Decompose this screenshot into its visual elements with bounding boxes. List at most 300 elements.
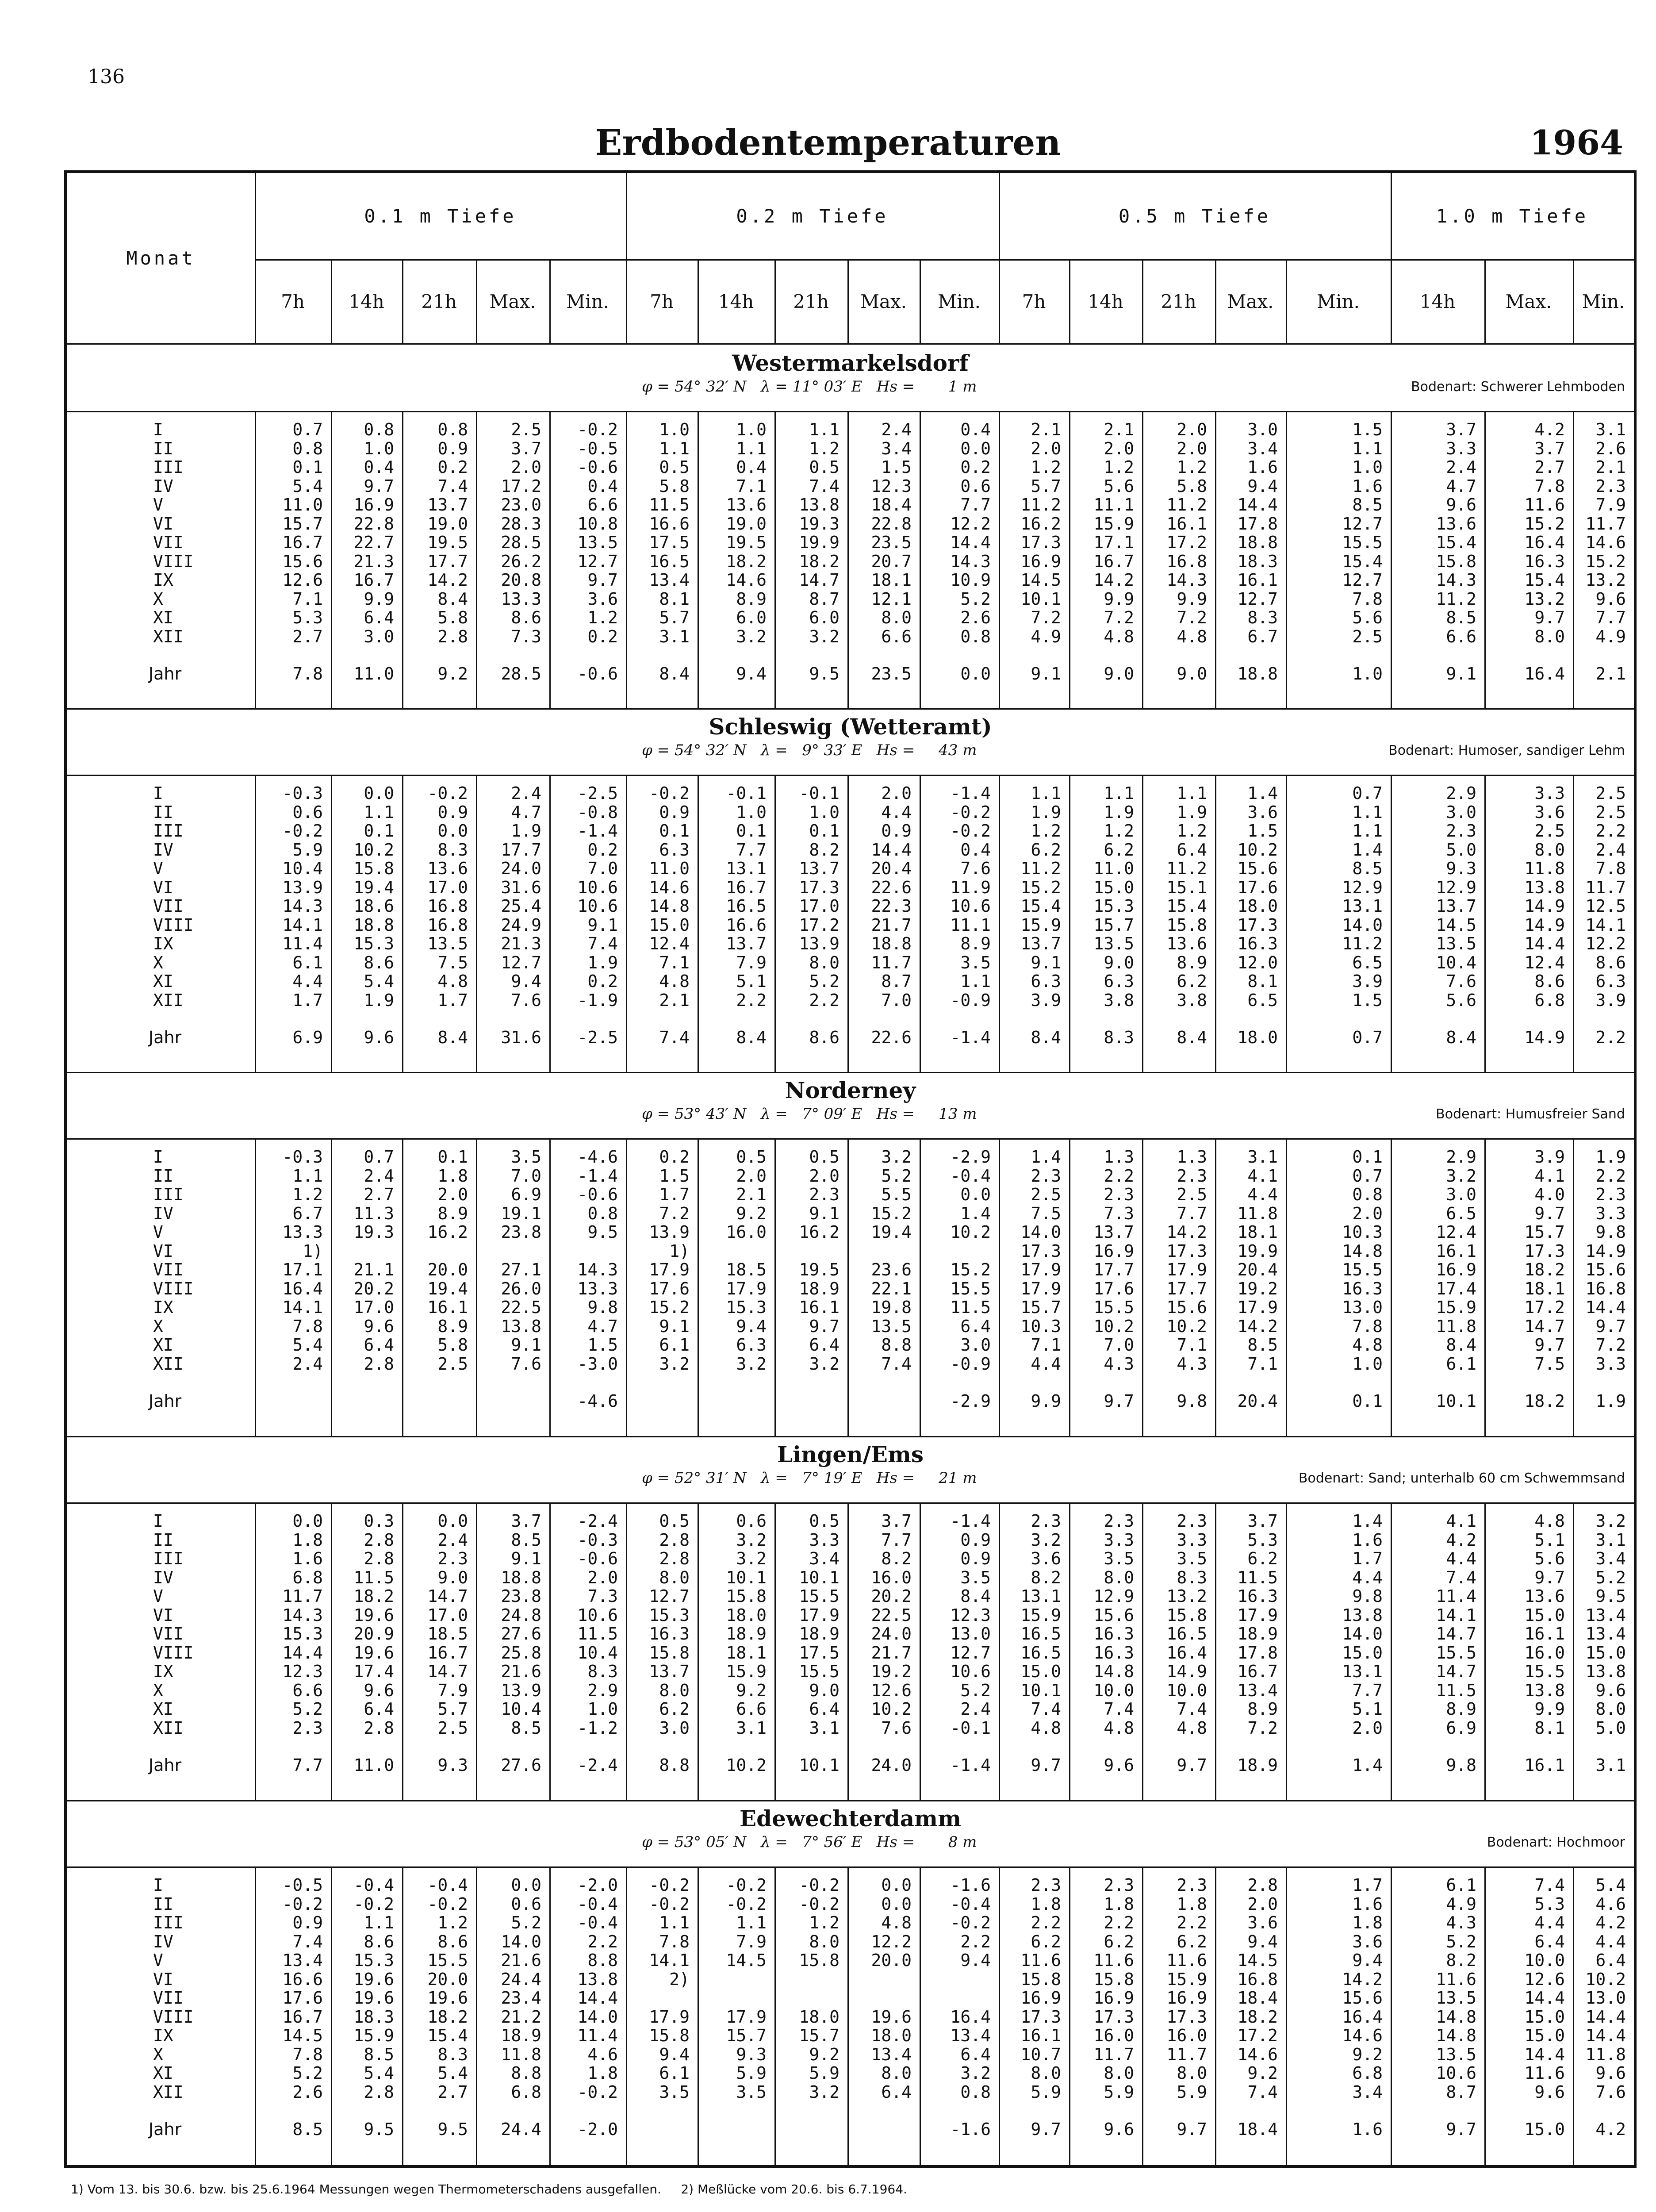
table-row: [67, 420, 1634, 439]
table-cell: 14.1: [1436, 1605, 1476, 1625]
year-cell: 9.7: [1446, 2120, 1476, 2139]
table-cell: 13.8: [799, 495, 840, 515]
table-cell: 0.0: [292, 1511, 323, 1531]
table-row: [67, 1699, 1634, 1719]
year-cell: 18.9: [1237, 1755, 1278, 1775]
year-cell: 8.3: [1104, 1028, 1134, 1047]
table-cell: 10.6: [950, 896, 991, 916]
table-cell: 14.2: [1342, 1969, 1383, 1989]
year-cell: -1.4: [950, 1028, 991, 1047]
table-cell: 7.2: [1031, 608, 1061, 627]
table-cell: 15.0: [1342, 1643, 1383, 1663]
table-cell: -0.2: [799, 1894, 840, 1914]
table-cell: 9.3: [1446, 859, 1476, 878]
table-cell: 3.2: [1446, 1166, 1476, 1186]
table-cell: 16.3: [1093, 1624, 1134, 1644]
table-cell: 9.4: [960, 1951, 991, 1970]
month-label: IV: [153, 1932, 173, 1951]
table-cell: 13.0: [1585, 1988, 1626, 2008]
table-cell: 19.6: [427, 1988, 468, 2008]
table-cell: 4.4: [1031, 1354, 1061, 1374]
table-cell: 5.2: [292, 2063, 323, 2083]
table-cell: 11.7: [1166, 2044, 1207, 2064]
monat-header: Monat: [126, 247, 196, 269]
table-cell: 9.9: [364, 589, 394, 609]
table-cell: 2.4: [437, 1530, 468, 1550]
year-cell: 1.4: [1352, 1755, 1383, 1775]
table-cell: 8.5: [1352, 495, 1383, 515]
table-cell: 1.8: [1031, 1894, 1061, 1914]
year-cell: 9.1: [1031, 664, 1061, 684]
table-cell: 6.4: [1595, 1951, 1626, 1970]
table-cell: 15.7: [799, 2026, 840, 2045]
table-cell: 19.0: [427, 514, 468, 534]
table-cell: 2.5: [1595, 802, 1626, 822]
table-cell: 8.4: [1446, 1335, 1476, 1355]
column-header-rule: [1286, 259, 1287, 343]
table-cell: 5.2: [1595, 1567, 1626, 1587]
table-cell: 7.3: [587, 1586, 618, 1606]
table-cell: 13.6: [1436, 514, 1476, 534]
table-cell: 7.6: [511, 1354, 541, 1374]
table-cell: 10.2: [871, 1699, 912, 1719]
table-cell: 11.7: [1585, 514, 1626, 534]
table-cell: 13.4: [1585, 1605, 1626, 1625]
table-cell: 6.1: [659, 1335, 690, 1355]
table-cell: 4.2: [1534, 420, 1565, 439]
table-row: [67, 1643, 1634, 1663]
table-cell: 15.3: [649, 1605, 690, 1625]
table-cell: 3.0: [1247, 420, 1278, 439]
table-cell: 7.0: [587, 859, 618, 878]
table-cell: 17.3: [799, 877, 840, 897]
table-cell: 19.4: [353, 877, 394, 897]
table-cell: 18.9: [726, 1624, 767, 1644]
table-cell: 3.9: [1352, 972, 1383, 991]
table-cell: -1.6: [950, 1875, 991, 1895]
table-cell: 15.0: [649, 915, 690, 935]
table-cell: 7.1: [1031, 1335, 1061, 1355]
table-cell: 1.1: [736, 438, 767, 458]
table-cell: 13.8: [1585, 1662, 1626, 1681]
column-header: Min.: [566, 290, 609, 312]
column-header-rule: [774, 259, 776, 343]
table-cell: 0.3: [364, 1511, 394, 1531]
table-cell: -0.4: [427, 1875, 468, 1895]
table-cell: 3.6: [1247, 1913, 1278, 1932]
table-cell: 3.7: [511, 438, 541, 458]
month-label: XI: [153, 1699, 173, 1719]
year-cell: 10.1: [1436, 1391, 1476, 1411]
table-cell: 15.7: [282, 514, 323, 534]
station-block: [67, 345, 1634, 708]
table-cell: 7.4: [809, 476, 840, 496]
table-row: [67, 1951, 1634, 1970]
year-cell: 9.9: [1031, 1391, 1061, 1411]
table-cell: -0.2: [577, 420, 618, 439]
table-cell: 9.0: [1104, 952, 1134, 972]
station-header-rule: [67, 1138, 1634, 1140]
table-row: [67, 2063, 1634, 2083]
table-cell: 4.8: [437, 972, 468, 991]
table-cell: 17.9: [649, 1260, 690, 1279]
table-cell: 1.8: [1104, 1894, 1134, 1914]
table-cell: 14.5: [1020, 570, 1061, 590]
table-cell: 1.7: [1352, 1549, 1383, 1568]
table-cell: 8.0: [881, 2063, 912, 2083]
table-cell: 17.9: [726, 1279, 767, 1298]
table-cell: 8.9: [1177, 952, 1207, 972]
table-cell: 17.8: [1237, 1643, 1278, 1663]
table-cell: 28.5: [501, 533, 541, 552]
table-cell: -4.6: [577, 1147, 618, 1167]
table-cell: 0.9: [659, 802, 690, 822]
table-cell: 16.4: [950, 2007, 991, 2027]
table-cell: 8.9: [437, 1316, 468, 1336]
table-cell: 2.3: [1177, 1875, 1207, 1895]
table-cell: 13.5: [1436, 1988, 1476, 2008]
table-cell: 14.4: [1524, 1988, 1565, 2008]
table-cell: 11.5: [1237, 1567, 1278, 1587]
table-cell: 16.5: [1020, 1624, 1061, 1644]
table-cell: 3.2: [960, 2063, 991, 2083]
table-cell: 10.1: [726, 1567, 767, 1587]
table-cell: 17.9: [649, 2007, 690, 2027]
table-cell: 17.9: [1020, 1279, 1061, 1298]
table-cell: 3.8: [1104, 990, 1134, 1010]
table-cell: 14.4: [871, 840, 912, 860]
table-cell: 11.6: [1093, 1951, 1134, 1970]
table-cell: 15.2: [871, 1203, 912, 1223]
table-cell: 16.8: [1166, 551, 1207, 571]
table-cell: 1.5: [881, 457, 912, 477]
table-cell: 1.1: [659, 1913, 690, 1932]
table-cell: 15.8: [649, 1643, 690, 1663]
table-cell: 3.3: [1595, 1354, 1626, 1374]
table-cell: 8.3: [1177, 1567, 1207, 1587]
table-cell: 1.5: [1247, 821, 1278, 841]
table-row: [67, 1718, 1634, 1738]
month-label: X: [153, 952, 163, 972]
table-cell: 0.4: [736, 457, 767, 477]
table-cell: 10.7: [1020, 2044, 1061, 2064]
table-cell: 3.0: [1446, 1185, 1476, 1204]
table-cell: 3.4: [1352, 2082, 1383, 2102]
table-cell: 19.2: [871, 1662, 912, 1681]
table-cell: 8.0: [809, 1932, 840, 1951]
table-cell: 3.7: [511, 1511, 541, 1531]
table-cell: 11.7: [282, 1586, 323, 1606]
table-row: [67, 1549, 1634, 1568]
table-cell: 18.6: [353, 896, 394, 916]
station-coordinates: φ = 53° 05′ N λ = 7° 56′ E Hs = 8 m: [642, 1833, 977, 1851]
table-cell: 14.4: [577, 1988, 618, 2008]
table-cell: 8.6: [1534, 972, 1565, 991]
table-row: [67, 439, 1634, 458]
table-cell: 6.6: [736, 1699, 767, 1719]
table-cell: 6.7: [1247, 626, 1278, 646]
table-cell: 22.6: [871, 877, 912, 897]
column-header-rule: [1484, 259, 1486, 343]
table-cell: 5.2: [292, 1699, 323, 1719]
table-cell: 4.8: [1352, 1335, 1383, 1355]
table-row: [67, 1204, 1634, 1223]
table-cell: 10.4: [577, 1643, 618, 1663]
year-cell: 14.9: [1524, 1028, 1565, 1047]
table-cell: 3.6: [1352, 1932, 1383, 1951]
station-soil-type: Bodenart: Humusfreier Sand: [1436, 1106, 1625, 1122]
table-cell: 9.2: [1247, 2063, 1278, 2083]
table-cell: 16.8: [1237, 1969, 1278, 1989]
table-cell: 16.5: [1020, 1643, 1061, 1663]
table-cell: 14.3: [577, 1260, 618, 1279]
table-cell: 24.4: [501, 1969, 541, 1989]
table-cell: 12.2: [871, 1932, 912, 1951]
footnotes: 1) Vom 13. bis 30.6. bzw. bis 25.6.1964 Messungen wegen Thermometerschadens ausgefallen. 2) Meßlücke vom 20.6. bis 6.7.1964.: [71, 2182, 907, 2197]
table-cell: 4.1: [1534, 1166, 1565, 1186]
table-cell: 7.3: [1104, 1203, 1134, 1223]
month-label: VII: [153, 1624, 184, 1644]
table-cell: 6.8: [1352, 2063, 1383, 2083]
table-cell: 0.5: [659, 457, 690, 477]
table-cell: 16.0: [1093, 2026, 1134, 2045]
table-cell: 19.6: [353, 1969, 394, 1989]
table-cell: 13.1: [1342, 1662, 1383, 1681]
table-cell: 13.6: [726, 495, 767, 515]
table-cell: 10.0: [1524, 1951, 1565, 1970]
table-cell: 2.3: [1031, 1875, 1061, 1895]
month-label: II: [153, 802, 173, 822]
table-cell: 7.5: [437, 952, 468, 972]
year-cell: 8.5: [292, 2120, 323, 2139]
table-cell: 0.5: [809, 1147, 840, 1167]
table-cell: 9.7: [364, 476, 394, 496]
table-cell: -0.4: [950, 1166, 991, 1186]
table-cell: 8.3: [587, 1662, 618, 1681]
table-cell: 17.5: [649, 533, 690, 552]
table-cell: 0.2: [587, 626, 618, 646]
table-row: [67, 457, 1634, 477]
month-label: II: [153, 1166, 173, 1186]
table-cell: -0.4: [950, 1894, 991, 1914]
table-cell: 1.6: [1247, 457, 1278, 477]
table-cell: 16.2: [427, 1222, 468, 1242]
table-cell: 16.4: [1342, 2007, 1383, 2027]
table-row: [67, 2045, 1634, 2064]
table-cell: 6.6: [881, 626, 912, 646]
table-cell: 7.6: [881, 1718, 912, 1738]
table-cell: 15.9: [353, 2026, 394, 2045]
table-cell: 3.8: [1177, 990, 1207, 1010]
month-label: IX: [153, 2026, 173, 2045]
table-cell: 17.3: [1093, 2007, 1134, 2027]
table-cell: 13.8: [1342, 1605, 1383, 1625]
table-cell: 15.4: [1020, 896, 1061, 916]
table-cell: 2.3: [1031, 1511, 1061, 1531]
table-cell: 4.3: [1446, 1913, 1476, 1932]
year-cell: 9.8: [1446, 1755, 1476, 1775]
table-cell: 1.4: [1352, 1511, 1383, 1531]
table-cell: 9.8: [1595, 1222, 1626, 1242]
table-cell: 7.4: [437, 476, 468, 496]
table-cell: 16.0: [726, 1222, 767, 1242]
table-cell: 9.6: [1595, 1680, 1626, 1700]
table-row: [67, 2026, 1634, 2045]
table-cell: 15.3: [353, 934, 394, 953]
year-cell: 9.6: [1104, 1755, 1134, 1775]
table-cell: 2.5: [511, 420, 541, 439]
table-cell: 21.3: [353, 551, 394, 571]
table-cell: 2.0: [437, 1185, 468, 1204]
table-cell: 14.0: [1342, 1624, 1383, 1644]
table-cell: 11.6: [1020, 1951, 1061, 1970]
table-cell: 3.4: [1595, 1549, 1626, 1568]
table-cell: 23.0: [501, 495, 541, 515]
table-cell: 14.6: [1585, 533, 1626, 552]
table-cell: 0.1: [364, 821, 394, 841]
month-label: I: [153, 1875, 163, 1895]
table-cell: 2.2: [736, 990, 767, 1010]
table-row: [67, 1166, 1634, 1186]
table-cell: 21.3: [501, 934, 541, 953]
table-cell: 16.2: [1020, 514, 1061, 534]
table-cell: 8.5: [364, 2044, 394, 2064]
table-cell: 1.0: [1352, 1354, 1383, 1374]
table-cell: 14.3: [1166, 570, 1207, 590]
table-cell: 12.5: [1585, 896, 1626, 916]
table-cell: 12.4: [649, 934, 690, 953]
year-cell: 8.4: [1446, 1028, 1476, 1047]
table-cell: 2.0: [1247, 1894, 1278, 1914]
table-cell: 3.7: [1247, 1511, 1278, 1531]
table-cell: 4.4: [1446, 1549, 1476, 1568]
table-cell: 5.9: [736, 2063, 767, 2083]
column-header-rule: [626, 259, 627, 343]
table-cell: 9.8: [1352, 1586, 1383, 1606]
year-label: Jahr: [149, 1391, 182, 1411]
table-cell: -0.1: [799, 783, 840, 803]
year-cell: 1.0: [1352, 664, 1383, 684]
table-cell: 6.9: [511, 1185, 541, 1204]
table-cell: 2.8: [659, 1549, 690, 1568]
table-cell: 5.2: [960, 1680, 991, 1700]
table-cell: 4.8: [1534, 1511, 1565, 1531]
table-cell: 3.2: [736, 1549, 767, 1568]
table-cell: 2.0: [1177, 438, 1207, 458]
table-cell: 19.5: [427, 533, 468, 552]
station-coordinates: φ = 52° 31′ N λ = 7° 19′ E Hs = 21 m: [642, 1469, 977, 1487]
table-row: [67, 803, 1634, 822]
table-cell: 15.2: [1524, 514, 1565, 534]
table-cell: 13.8: [577, 1969, 618, 1989]
table-cell: 2.0: [1352, 1718, 1383, 1738]
table-cell: 5.9: [809, 2063, 840, 2083]
table-cell: 14.9: [1524, 896, 1565, 916]
table-cell: 0.7: [1352, 783, 1383, 803]
table-cell: 3.7: [1534, 438, 1565, 458]
table-cell: 14.1: [282, 1298, 323, 1317]
table-cell: 15.3: [353, 1951, 394, 1970]
year-cell: 31.6: [501, 1028, 541, 1047]
year-cell: 20.4: [1237, 1391, 1278, 1411]
table-cell: 3.0: [960, 1335, 991, 1355]
table-cell: 7.1: [736, 476, 767, 496]
page-title: Erdbodentemperaturen: [595, 122, 1061, 163]
table-cell: 7.4: [1104, 1699, 1134, 1719]
year-cell: 8.6: [809, 1028, 840, 1047]
table-cell: 15.8: [1166, 1605, 1207, 1625]
table-cell: 15.6: [1093, 1605, 1134, 1625]
table-cell: 19.6: [871, 2007, 912, 2027]
table-cell: 1.7: [292, 990, 323, 1010]
table-cell: 5.8: [1177, 476, 1207, 496]
year-cell: 9.7: [1031, 2120, 1061, 2139]
table-cell: 1.6: [1352, 476, 1383, 496]
table-cell: 16.5: [1166, 1624, 1207, 1644]
table-cell: 2.8: [659, 1530, 690, 1550]
table-cell: 21.6: [501, 1662, 541, 1681]
table-cell: 3.5: [1177, 1549, 1207, 1568]
table-cell: 9.0: [437, 1567, 468, 1587]
table-cell: 0.8: [960, 2082, 991, 2102]
table-cell: 11.3: [353, 1203, 394, 1223]
table-cell: -1.4: [950, 783, 991, 803]
column-header: 7h: [1022, 290, 1046, 312]
year-cell: -1.4: [950, 1755, 991, 1775]
table-cell: 23.6: [871, 1260, 912, 1279]
table-row: [67, 934, 1634, 953]
table-cell: 10.0: [1093, 1680, 1134, 1700]
table-cell: 7.6: [1595, 2082, 1626, 2102]
month-label: VI: [153, 1969, 173, 1989]
column-header-rule: [847, 259, 849, 343]
table-cell: 2.8: [437, 626, 468, 646]
table-cell: 8.5: [1247, 1335, 1278, 1355]
table-row: [67, 1988, 1634, 2008]
table-cell: 1.0: [659, 420, 690, 439]
table-row: [67, 1913, 1634, 1932]
table-cell: 12.4: [1436, 1222, 1476, 1242]
table-cell: 9.2: [736, 1203, 767, 1223]
table-cell: 16.2: [799, 1222, 840, 1242]
column-header-rule: [1573, 259, 1574, 343]
table-cell: 18.4: [871, 495, 912, 515]
month-label: XII: [153, 2082, 184, 2102]
table-cell: 12.7: [1342, 514, 1383, 534]
year-cell: 9.0: [1177, 664, 1207, 684]
table-cell: 16.6: [726, 915, 767, 935]
table-cell: 0.1: [292, 457, 323, 477]
table-cell: 6.4: [364, 608, 394, 627]
table-cell: 2.3: [809, 1185, 840, 1204]
table-cell: 22.8: [871, 514, 912, 534]
table-cell: 16.5: [649, 551, 690, 571]
station-coordinates: φ = 53° 43′ N λ = 7° 09′ E Hs = 13 m: [642, 1105, 977, 1123]
table-cell: 0.2: [960, 457, 991, 477]
table-cell: 0.1: [809, 821, 840, 841]
table-cell: 5.4: [364, 2063, 394, 2083]
table-cell: 4.7: [511, 802, 541, 822]
table-cell: 14.7: [427, 1586, 468, 1606]
table-cell: -0.8: [577, 802, 618, 822]
table-cell: 2.5: [437, 1718, 468, 1738]
year-cell: 24.4: [501, 2120, 541, 2139]
table-cell: 2.2: [1031, 1913, 1061, 1932]
table-cell: 0.0: [960, 1185, 991, 1204]
table-cell: 19.0: [726, 514, 767, 534]
table-cell: 1.9: [1031, 802, 1061, 822]
table-cell: 16.3: [649, 1624, 690, 1644]
